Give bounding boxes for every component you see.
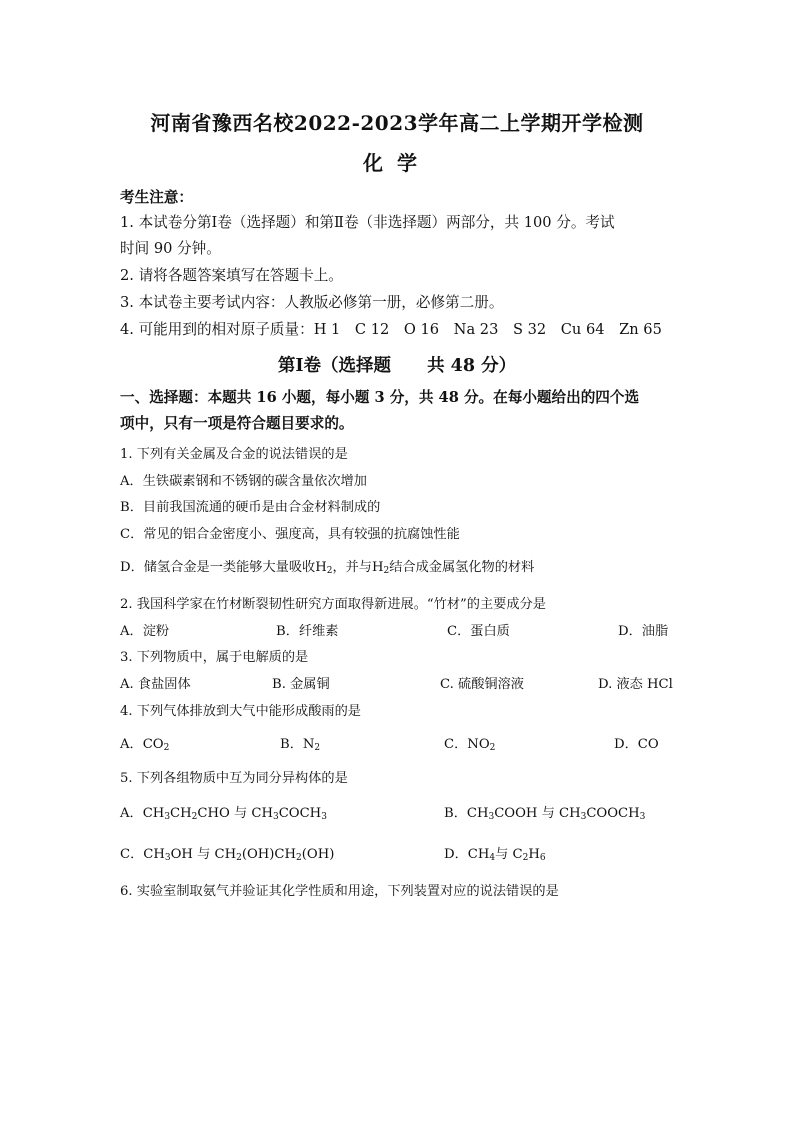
question-5-option-d bbox=[444, 843, 546, 863]
q5b-s1: 3 bbox=[488, 812, 495, 822]
question-5-option-b bbox=[444, 802, 645, 822]
q1d-text-1: D．储氢合金是一类能够大量吸收H bbox=[120, 560, 327, 575]
question-4-option-a bbox=[120, 733, 169, 753]
q5d-t3: H bbox=[528, 847, 540, 862]
notice-heading: 考生注意： bbox=[120, 189, 193, 206]
q5c-t1: C．CH bbox=[120, 847, 165, 862]
q5c-s1: 3 bbox=[164, 853, 171, 863]
q4b-sub: 2 bbox=[314, 743, 321, 753]
q5b-t3: COOCH bbox=[586, 806, 640, 821]
question-4-option-b bbox=[280, 733, 320, 753]
q5c-s2: 2 bbox=[236, 853, 242, 863]
question-1-option-a: A．生铁碳素钢和不锈钢的碳含量依次增加 bbox=[120, 474, 367, 489]
q5d-t2: 与 C bbox=[495, 847, 523, 862]
q5c-s3: 2 bbox=[296, 853, 302, 863]
exam-title: 河南省豫西名校2022-2023学年高二上学期开学检测 bbox=[150, 111, 644, 135]
notice-item-1-cont: 时间 90 分钟。 bbox=[120, 240, 221, 257]
q5a-s2: 2 bbox=[191, 812, 198, 822]
q5b-t1: B．CH bbox=[444, 806, 489, 821]
question-1-option-c: C．常见的铝合金密度小、强度高，具有较强的抗腐蚀性能 bbox=[120, 527, 460, 542]
section-instruction-cont: 项中，只有一项是符合题目要求的。 bbox=[120, 415, 354, 432]
question-5-stem: 5. 下列各组物质中互为同分异构体的是 bbox=[120, 771, 348, 786]
question-1-stem: 1. 下列有关金属及合金的说法错误的是 bbox=[120, 447, 348, 462]
q5a-t4: COCH bbox=[278, 806, 322, 821]
q5a-t2: CH bbox=[170, 806, 192, 821]
q5a-s3: 3 bbox=[272, 812, 279, 822]
q4a-text: A．CO bbox=[120, 737, 164, 752]
subject-title: 化学 bbox=[363, 151, 431, 175]
q1d-text-2: ，并与H bbox=[332, 560, 384, 575]
notice-item-4: 4. 可能用到的相对原子质量：H 1 C 12 O 16 Na 23 S 32 Cu 64 Zn 65 bbox=[120, 321, 662, 338]
question-5-option-c bbox=[120, 843, 334, 863]
notice-item-1: 1. 本试卷分第Ⅰ卷（选择题）和第Ⅱ卷（非选择题）两部分，共 100 分。考试 bbox=[120, 214, 615, 231]
question-1-option-b: B．目前我国流通的硬币是由合金材料制成的 bbox=[120, 500, 381, 515]
section-instruction: 一、选择题：本题共 16 小题，每小题 3 分，共 48 分。在每小题给出的四个选 bbox=[120, 389, 640, 406]
question-3-option-c: C. 硫酸铜溶液 bbox=[440, 677, 524, 692]
q5d-s3: 6 bbox=[539, 853, 546, 863]
q1d-sub-2: 2 bbox=[383, 566, 390, 576]
question-4-option-c bbox=[444, 733, 495, 753]
notice-item-3: 3. 本试卷主要考试内容：人教版必修第一册，必修第二册。 bbox=[120, 294, 504, 311]
q5c-t4: (OH) bbox=[301, 847, 335, 862]
q5a-t3: CHO 与 CH bbox=[197, 806, 273, 821]
question-1-option-d bbox=[120, 556, 534, 576]
q5d-t1: D．CH bbox=[444, 847, 490, 862]
q4c-text: C．NO bbox=[444, 737, 490, 752]
q5a-t1: A．CH bbox=[120, 806, 165, 821]
question-2-stem: 2. 我国科学家在竹材断裂韧性研究方面取得新进展。“竹材”的主要成分是 bbox=[120, 597, 546, 612]
notice-item-2: 2. 请将各题答案填写在答题卡上。 bbox=[120, 267, 343, 284]
q5b-t2: COOH 与 CH bbox=[494, 806, 581, 821]
question-2-option-d: D．油脂 bbox=[618, 624, 669, 639]
question-3-stem: 3. 下列物质中，属于电解质的是 bbox=[120, 650, 309, 665]
section-title-part-b: 共 48 分） bbox=[427, 356, 517, 376]
q5a-s4: 3 bbox=[321, 812, 327, 822]
q5b-s2: 3 bbox=[580, 812, 587, 822]
question-4-option-d: D．CO bbox=[614, 737, 659, 752]
q4b-text: B．N bbox=[280, 737, 315, 752]
question-2-option-c: C．蛋白质 bbox=[447, 624, 510, 639]
section-title bbox=[0, 352, 794, 377]
question-5-option-a bbox=[120, 802, 327, 822]
q1d-text-3: 结合成金属氢化物的材料 bbox=[389, 560, 535, 575]
q5d-s1: 4 bbox=[489, 853, 496, 863]
question-2-option-b: B．纤维素 bbox=[276, 624, 339, 639]
question-2-option-a: A．淀粉 bbox=[120, 624, 170, 639]
q5b-s3: 3 bbox=[639, 812, 646, 822]
question-3-option-b: B. 金属铜 bbox=[272, 677, 330, 692]
question-3-option-d: D. 液态 HCl bbox=[598, 677, 673, 692]
q4c-sub: 2 bbox=[489, 743, 496, 753]
question-6-stem: 6. 实验室制取氨气并验证其化学性质和用途，下列装置对应的说法错误的是 bbox=[120, 884, 559, 899]
q5d-s2: 2 bbox=[522, 853, 529, 863]
q5c-t2: OH 与 CH bbox=[170, 847, 237, 862]
question-3-option-a: A. 食盐固体 bbox=[120, 677, 191, 692]
section-title-part-a: 第Ⅰ卷（选择题 bbox=[277, 356, 392, 376]
q1d-sub-1: 2 bbox=[326, 566, 333, 576]
question-4-stem: 4. 下列气体排放到大气中能形成酸雨的是 bbox=[120, 704, 361, 719]
q5c-t3: (OH)CH bbox=[241, 847, 297, 862]
q5a-s1: 3 bbox=[164, 812, 171, 822]
q4a-sub: 2 bbox=[163, 743, 170, 753]
